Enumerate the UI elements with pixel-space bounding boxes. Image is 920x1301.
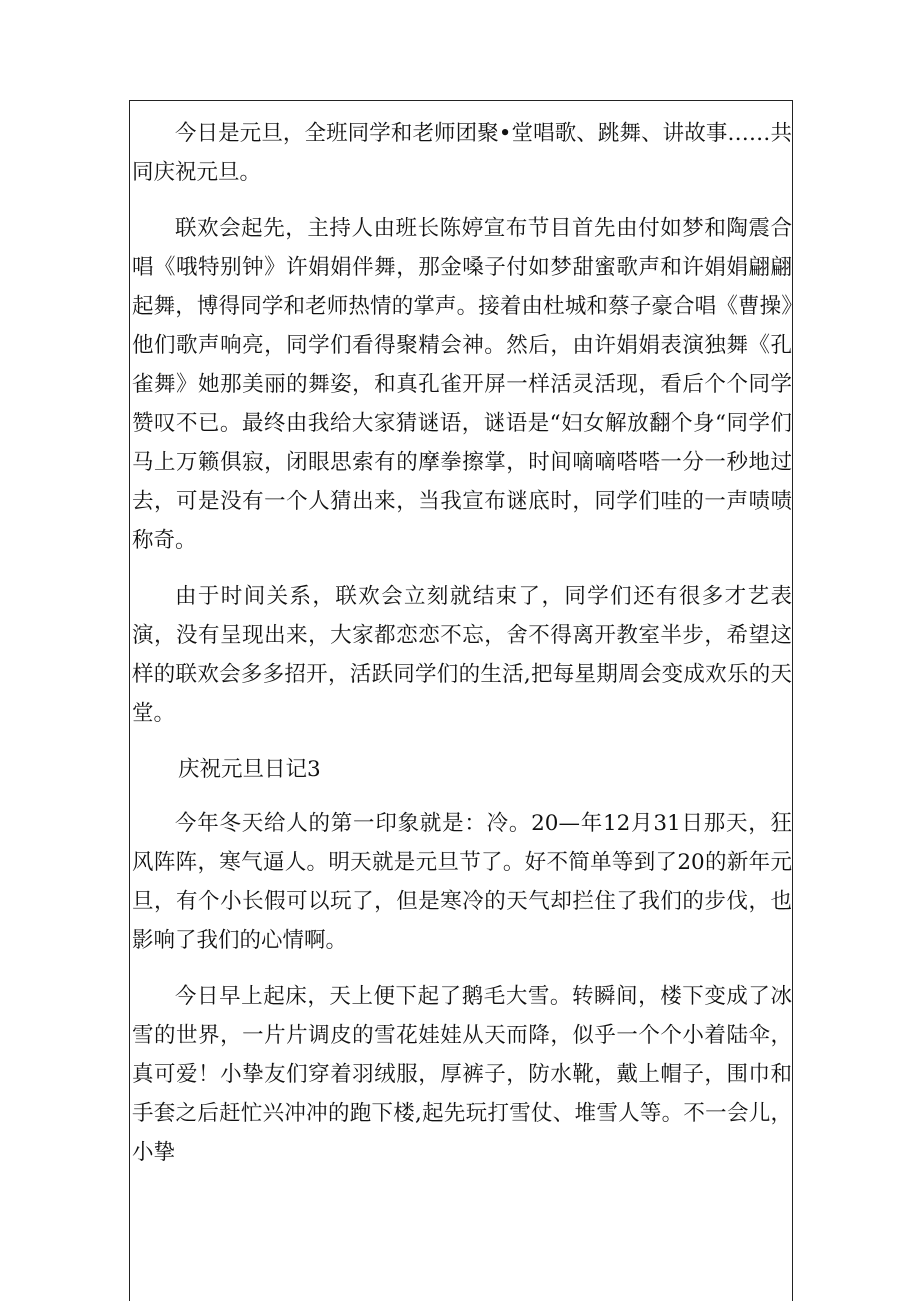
paragraph: 今日早上起床，天上便下起了鹅毛大雪。转瞬间，楼下变成了冰雪的世界，一片片调皮的雪花娃娃从天而降，似乎一个个小着陆伞，真可爱！小挚友们穿着羽绒服，厚裤子，防水靴，戴上帽子，围巾和手套之后赶忙兴冲冲的跑下楼,起先玩打雪仗、堆雪人等。不一会儿，小挚 [132, 984, 792, 1165]
paragraph: 今日是元旦，全班同学和老师团聚•堂唱歌、跳舞、讲故事……共同庆祝元旦。 [132, 121, 792, 185]
document-body [132, 114, 792, 1189]
paragraph: 今年冬天给人的第一印象就是：冷。20—年12月31日那天，狂风阵阵，寒气逼人。明天就是元旦节了。好不简单等到了20的新年元旦，有个小长假可以玩了，但是寒冷的天气却拦住了我们的步伐，也影响了我们的心情啊。 [132, 811, 792, 953]
section-heading: 庆祝元旦日记3 [178, 757, 321, 782]
paragraph: 由于时间关系，联欢会立刻就结束了，同学们还有很多才艺表演，没有呈现出来，大家都恋恋不忘，舍不得离开教室半步，希望这样的联欢会多多招开，活跃同学们的生活,把每星期周会变成欢乐的天堂。 [132, 584, 792, 726]
paragraph: 联欢会起先，主持人由班长陈婷宣布节目首先由付如梦和陶震合唱《哦特别钟》许娟娟伴舞，那金嗓子付如梦甜蜜歌声和许娟娟翩翩起舞，博得同学和老师热情的掌声。接着由杜城和蔡子豪合唱《曹操》他们歌声响亮，同学们看得聚精会神。然后，由许娟娟表演独舞《孔雀舞》她那美丽的舞姿，和真孔雀开屏一样活灵活现，看后个个同学赞叹不已。最终由我给大家猜谜语，谜语是“妇女解放翻个身“同学们马上万籁俱寂，闭眼思索有的摩拳擦掌，时间嘀嘀嗒嗒一分一秒地过去，可是没有一个人猜出来，当我宣布谜底时，同学们哇的一声啧啧称奇。 [132, 216, 792, 553]
